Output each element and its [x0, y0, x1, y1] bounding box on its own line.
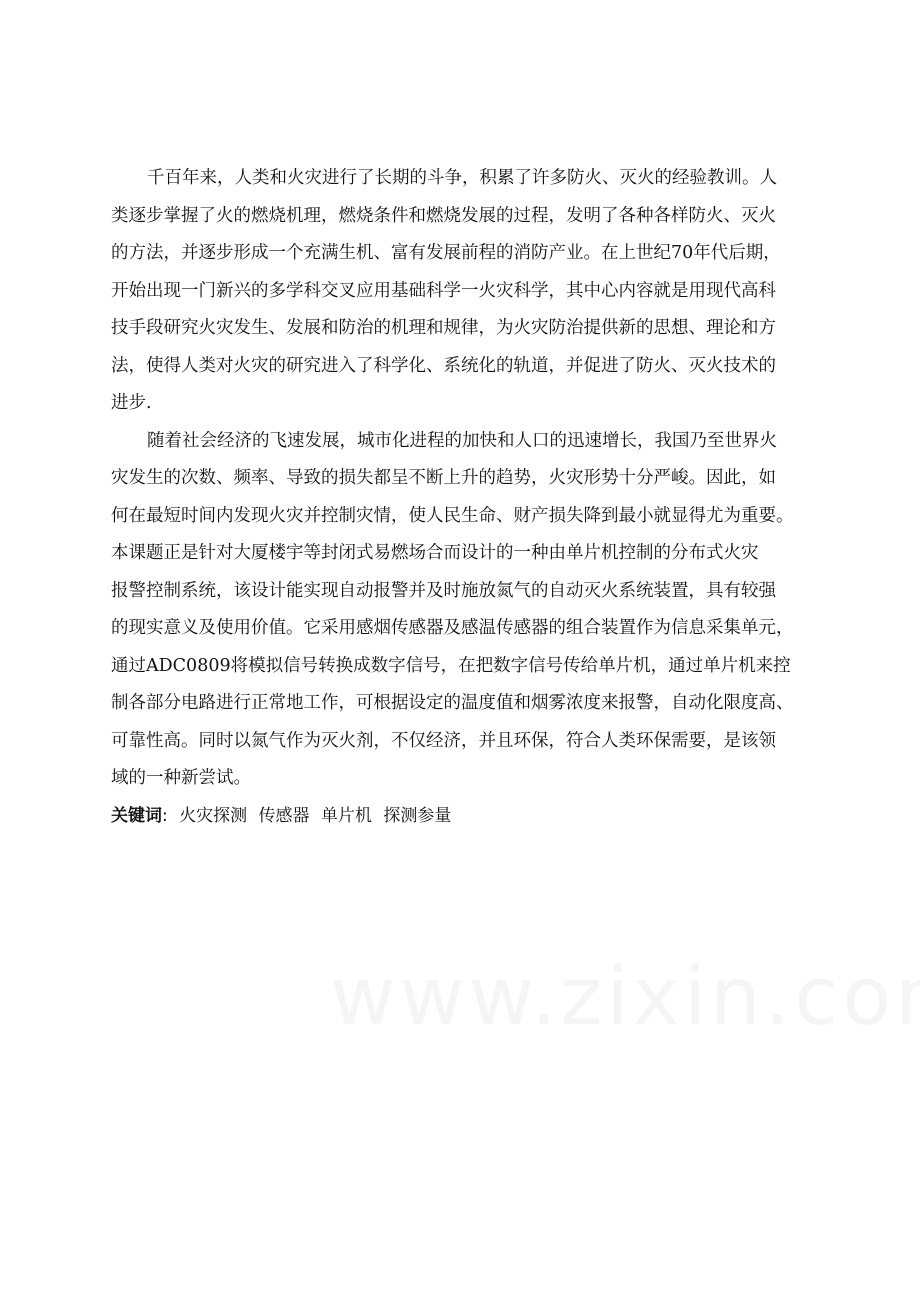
document-body — [111, 160, 811, 835]
text-line: 技手段研究火灾发生、发展和防治的机理和规律，为火灾防治提供新的思想、理论和方 — [111, 318, 776, 338]
text-line: 何在最短时间内发现火灾并控制灾情，使人民生命、财产损失降到最小就显得尤为重要。 — [111, 505, 794, 526]
text-line: 千百年来，人类和火灾进行了长期的斗争，积累了许多防火、灭火的经验教训。人 — [147, 168, 777, 188]
watermark — [330, 950, 920, 1043]
text-line: 可靠性高。同时以氮气作为灭火剂，不仅经济，并且环保，符合人类环保需要，是该领 — [111, 730, 776, 751]
text-line: 制各部分电路进行正常地工作，可根据设定的温度值和烟雾浓度来报警，自动化限度高、 — [111, 693, 794, 713]
keyword-item: 单片机 — [320, 805, 372, 826]
keywords-line — [111, 798, 811, 836]
text-line: 的方法，并逐步形成一个充满生机、富有发展前程的消防产业。在上世纪70年代后期， — [111, 243, 781, 263]
text-line: 的现实意义及使用价值。它采用感烟传感器及感温传感器的组合装置作为信息采集单元， — [111, 618, 794, 638]
paragraph-system-design — [111, 423, 811, 798]
keywords-label: 关键词 — [111, 805, 162, 826]
text-line: 报警控制系统，该设计能实现自动报警并及时施放氮气的自动灭火系统装置，具有较强 — [111, 580, 776, 601]
paragraph-history — [111, 160, 811, 423]
text-line: 法，使得人类对火灾的研究进入了科学化、系统化的轨道，并促进了防火、灭火技术的 — [111, 355, 776, 376]
text-line: 灾发生的次数、频率、导致的损失都呈不断上升的趋势，火灾形势十分严峻。因此，如 — [111, 468, 776, 488]
text-line: 进步. — [111, 393, 152, 413]
keyword-item: 传感器 — [258, 805, 310, 826]
keyword-item: 火灾探测 — [179, 805, 248, 826]
text-line: 随着社会经济的飞速发展，城市化进程的加快和人口的迅速增长，我国乃至世界火 — [147, 430, 777, 451]
text-line: 开始出现一门新兴的多学科交叉应用基础科学一火灾科学，其中心内容就是用现代高科 — [111, 280, 776, 301]
text-line: 通过ADC0809将模拟信号转换成数字信号，在把数字信号传给单片机，通过单片机来控 — [111, 655, 791, 676]
text-line: 域的一种新尝试。 — [111, 768, 251, 788]
text-line: 类逐步掌握了火的燃烧机理，燃烧条件和燃烧发展的过程，发明了各种各样防火、灭火 — [111, 205, 776, 226]
keywords-separator: : — [162, 805, 168, 826]
text-line: 本课题正是针对大厦楼宇等封闭式易燃场合而设计的一种由单片机控制的分布式火灾 — [111, 543, 759, 563]
keyword-item: 探测参量 — [383, 805, 452, 826]
